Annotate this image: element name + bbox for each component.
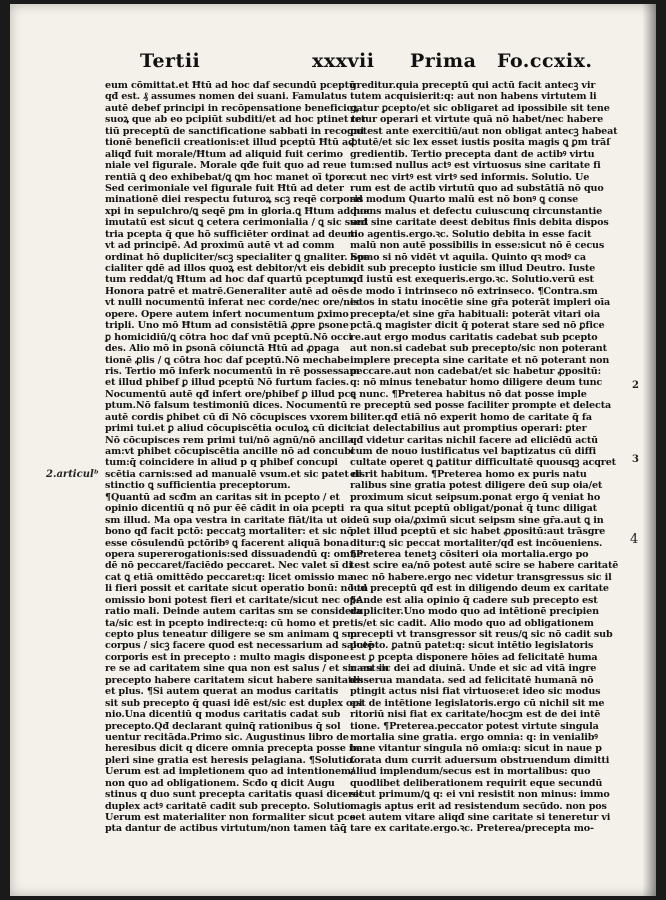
- marginal-note-articulus: 2.articulᵇ: [46, 469, 99, 480]
- marginal-number-4: 4: [630, 532, 639, 547]
- text-line: et illud phibef ꝑ illud pceptū Nō furtum facies.: [105, 377, 349, 389]
- text-column-right: [350, 80, 619, 835]
- text-line: vt ad principē. Ad proximū autē vt ad comm: [105, 240, 335, 252]
- running-head-book: Tertii: [140, 50, 201, 72]
- text-line: pleri sine gratia est heresis pelagiana. ¶Solutio.: [105, 754, 356, 766]
- text-line: Nō cōcupisces rem primi tui/nō agnū/nō ancilla: [105, 434, 354, 446]
- text-line: ris. Tertio mō inferk nocumentū in rē possessam: [105, 365, 360, 377]
- marginal-number-2: 2: [632, 380, 639, 391]
- text-line: dit sub precepto iusticie sm illud Deutro. Iuste: [350, 263, 596, 274]
- text-line: minationē diei respectu futuroꝝ scꝫ reqē corporis: [105, 194, 364, 206]
- text-line: tiū preceptū de sanctificatione sabbati in recogni: [105, 125, 364, 137]
- text-line: ¶Preterea tenetꝫ cōsiteri oia mortalia.ergo po: [350, 548, 589, 560]
- text-line: tionē beneficii creationis:et illud pceptū Ħtū ad: [105, 137, 355, 149]
- text-line: cut nec virtꝰ est virtꝰ sed informis. Solutio. Ue: [350, 171, 590, 183]
- text-line: pctā.ꝗ magister dicit q̄ poterat stare sed nō ꝑfice: [350, 320, 605, 332]
- book-page: [10, 4, 656, 896]
- text-line: et plus. ¶Si autem querat an modus caritatis: [105, 686, 339, 698]
- text-line: primi tui.et ꝑ aliud cōcupiscētia oculoꝝ cū dicit: [105, 423, 352, 435]
- text-line: des. Alio mō in ꝑsonā cōiunctā Ħtū ad ꝓpaga: [105, 343, 340, 355]
- text-line: proximum sicut seipsum.ponat ergo q̄ veniat ho: [350, 491, 601, 503]
- text-line: autē debef principi in recōpensatione beneficioꝝ: [105, 102, 359, 114]
- text-line: heresibus dicit q dicere omnia precepta posse im: [105, 743, 363, 755]
- text-line: qđ iustū est exequeris.ergo.ꝛc. Solutio.verū est: [350, 274, 594, 286]
- text-line: istos in statu inocētie sine gr̄a poterāt impleri oīa: [350, 297, 611, 309]
- text-line: Uerum est materialiter non formaliter sicut pce: [105, 812, 356, 823]
- text-column-left: [105, 80, 389, 835]
- text-line: dē nō peccaret/faciēdo peccaret. Nec valet sī di: [105, 560, 352, 572]
- text-line: mortalia sine gratia. ergo omnia: q: in venialibꝰ: [350, 731, 598, 743]
- text-line: ralibus sine gratia potest diligere deū sup oia/et: [350, 480, 603, 492]
- text-line: nam sic dei ad diuinā. Unde et sic ad vitā ingre: [350, 663, 597, 675]
- text-line: plet illud pceptū et sic habet ꝓpositū:aut trāsgre: [350, 526, 606, 538]
- text-line: ditur:ꝗ sic peccat mortaliter/qđ est incōueniens.: [350, 537, 603, 549]
- text-line: omissio boni potest fieri et caritate/sicut nec ope: [105, 594, 362, 606]
- text-line: cum de nouo iustificatus vel baptizatus cū diffi: [350, 446, 597, 457]
- text-line: opere. Opere autem infert nocumentum ꝑximo: [105, 308, 349, 320]
- text-line: ritoriū nisi fiat ex caritate/hocꝫm est de dei intē: [350, 709, 601, 721]
- text-line: precepti vt transgressor sit reus/ꝗ sic nō cadit sub: [350, 629, 613, 640]
- text-line: ꝗ nunc. ¶Preterea habitus nō dat posse imple: [350, 388, 587, 400]
- text-line: sm illud. Ma opa vestra in caritate fiāt/ita ut oi: [105, 514, 351, 526]
- text-line: implere precepta sine caritate et nō poterant non: [350, 354, 610, 366]
- page-edge-shadow: [642, 4, 656, 896]
- text-line: biliter.qđ etiā nō experit homo de caritate q̄ fa: [350, 411, 592, 423]
- text-line: non quo ad obligationem. Scđo q dicit Augu: [105, 777, 335, 789]
- text-line: qđ videtur caritas nichil facere ad eliciēdū actū: [350, 434, 598, 446]
- text-line: uentur recitāda.Primo sic. Augustinus libro de: [105, 731, 349, 743]
- text-line: tione. ¶Preterea.peccator potest virtute singula: [350, 720, 599, 732]
- text-line: am:vt phibet cōcupiscētia ancille nō ad concubi: [105, 446, 355, 457]
- running-head-part: Prima: [410, 50, 477, 72]
- text-line: re se ad caritatem sine qua non est salus / et sic est in: [105, 663, 389, 675]
- text-line: li fieri possit et caritate sicut operatio bonū: nō tn: [105, 583, 368, 595]
- text-line: potest ante exercitiū/aut non obligat antecꝫ habeat: [350, 125, 618, 137]
- text-line: suoꝝ que ab eo pcipiūt subditi/et ad hoc ptinet ter: [105, 114, 367, 126]
- text-line: cultate operet ꝗ ꝑatitur difficultatē quousqꝫ acqret: [350, 457, 616, 469]
- text-line: q: nō minus tenebatur homo diligere deum tunc: [350, 377, 603, 389]
- text-line: vt nulli nocumentū inferat nec corde/nec ore/nec: [105, 297, 362, 309]
- text-line: eisrit habitum. ¶Preterea homo ex puris natu: [350, 468, 587, 480]
- text-line: stinctio ꝗ sufficientia preceptorum.: [105, 480, 291, 492]
- text-line: ta/sic est in pcepto indirecte:q: cū homo et pre: [105, 617, 350, 629]
- text-line: tare ex caritate.ergo.ꝛc. Preterea/precepta mo-: [350, 823, 594, 835]
- text-line: ratio mali. Deinde autem caritas sm se considera: [105, 606, 362, 618]
- text-line: est ꝑ pcepta disponere hōies ad felicitatē huma: [350, 651, 598, 663]
- text-line: stinus q duo sunt precepta caritatis quasi diceret: [105, 789, 364, 801]
- text-line: set autem vitare aliqđ sine caritate si teneretur vi: [350, 812, 611, 823]
- text-line: quens malus et defectu cuiuscunq circunstantie: [350, 205, 603, 217]
- text-line: de modo ī intrinseco nō extrinseco. ¶Contra.sm: [350, 285, 598, 297]
- marginal-number-3: 3: [632, 454, 639, 465]
- text-line: ptum.Nō falsum testimoniū dices. Nocumentū: [105, 400, 348, 412]
- text-line: deū sup oia/ꝓximū sicut seipsm sine gr̄a.aut ꝗ in: [350, 514, 604, 526]
- text-line: eum cōmittat.et Ħtū ad hoc daf secundū pceptū: [105, 80, 356, 91]
- text-line: precepta/et sine gr̄a habituali: poterāt vitari oia: [350, 308, 601, 320]
- text-line: ¶Quantū ad scđm an caritas sit in pcepto / et: [105, 491, 340, 503]
- text-line: scētia carnis:sed ad manualē vsum.et sic patet di: [105, 468, 362, 480]
- text-line: rum est de actib virtutū quo ad substātiā nō quo: [350, 182, 604, 194]
- text-line: ordinat hō dupliciter/scꝫ specialiter ꝗ gnaliter. Spe: [105, 251, 370, 263]
- text-line: retur operari et virtute quā nō habet/nec habere: [350, 114, 604, 126]
- text-line: sed sine caritate deest debitus finis debita dispos: [350, 217, 609, 229]
- text-line: tio agentis.ergo.ꝛc. Solutio debita in esse facit: [350, 228, 592, 240]
- text-line: ciat delectabilius aut promptius operari: ꝑter: [350, 423, 587, 435]
- text-line: nec nō habere.ergo nec videtur transgressus sic il: [350, 571, 612, 583]
- text-line: qđ est. ₰ assumes nomen dei suani. Famulatus: [105, 91, 347, 103]
- text-line: opinio dicentiū q nō pur ēē cādit in oia pcepti: [105, 503, 345, 515]
- text-line: nio.Una dicentiū q modus caritatis cadat sub: [105, 709, 341, 721]
- text-line: magis aptus erit ad resistendum secūdo. non pos: [350, 800, 607, 812]
- text-line: malū non autē possibilis in esse:sicut nō ē cecus: [350, 240, 605, 252]
- text-line: corpus / sicꝫ facere quod est necessarium ad salutē: [105, 640, 374, 652]
- text-line: Nocumentū autē qđ infert ore/phibef ꝑ illud pce: [105, 388, 357, 400]
- text-line: bene vitantur singula nō omia:q: sicut in naue p: [350, 743, 602, 755]
- text-line: test scire ea/nō potest autē scire se habere caritatē: [350, 560, 619, 572]
- text-line: tum reddat/ꝗ Ħtum ad hoc daf quartū pceptum: [105, 274, 352, 286]
- text-line: ꝑ homicidiū/ꝗ cōtra hoc daf vnū pceptū.Nō occi: [105, 331, 352, 343]
- running-head: [10, 50, 656, 80]
- text-line: opera supererogationis:sed dissuadendū q: omne: [105, 548, 363, 560]
- text-line: aut non.si cadebat sub precepto/sic non poterant: [350, 343, 607, 355]
- text-line: ptingit actus nisi fiat virtuose:et ideo sic modus: [350, 686, 601, 698]
- text-line: homo si nō vidēt vt aquila. Quinto qꝛ modꝰ ca: [350, 251, 586, 263]
- text-line: tria pcepta q̄ que hō sufficiēter ordinat ad deum: [105, 228, 358, 240]
- text-line: pcepto. ꝑatnū patet:q: sicut intētio legislatoris: [350, 640, 594, 652]
- text-line: tum:q̄ coincidere in aliud p q phibef concupi: [105, 457, 338, 469]
- text-line: quodlibet deliberationem requirit eque secundū: [350, 777, 603, 789]
- text-line: pta dantur de actibus virtutum/non tamen tāq̄̄: [105, 823, 347, 835]
- text-line: lud preceptū qđ est in diligendo deum ex caritate: [350, 583, 609, 595]
- text-line: aliud implendum/secus est in mortalibus: quo: [350, 766, 591, 778]
- text-line: Honora patrē et matrē.Generaliter autē ad oēs: [105, 285, 349, 297]
- text-line: sit sub precepto q̄ quasi idē est/sic est duplex opi: [105, 697, 363, 709]
- text-line: ꝓtutē/et sic lex esset iustis posita magis ꝗ ꝑm trāſ: [350, 137, 611, 149]
- text-line: esse cōsulendū pctōribꝰ ꝗ facerent aliquā bona: [105, 537, 350, 549]
- text-line: di:serua mandata. sed ad felicitatē humanā nō: [350, 674, 594, 686]
- text-line: precepto habere caritatem sicut habere sanitates: [105, 674, 364, 686]
- text-line: gatur ꝑcepto/et sic obligaret ad ipossibile sit tene: [350, 102, 610, 114]
- text-line: duplex actꝰ caritatē cadit sub precepto. Solutio.: [105, 800, 354, 812]
- text-line: autē cordis ꝑhibet cū dī Nō cōcupisces vxorem: [105, 411, 348, 423]
- text-line: ad modum Quarto malū est nō bonꝰ ꝗ conse: [350, 194, 579, 206]
- text-line: tripli. Uno mō Ħtum ad consistētiā ꝓpre ꝑsone: [105, 320, 349, 332]
- text-line: cepto plus teneatur diligere se sm animam ꝗ sm: [105, 629, 357, 640]
- text-line: Sed cerimoniale vel figurale fuit Ħtū ad deter: [105, 182, 344, 194]
- text-line: sicut primum/ꝗ q: ei vni resistit non minus: immo: [350, 789, 610, 801]
- text-line: tionē ꝓlis / ꝗ cōtra hoc daf pceptū.Nō mechabe: [105, 354, 350, 366]
- text-line: est de intētione legislatoris.ergo cū nichil sit me: [350, 697, 605, 709]
- text-line: re.aut ergo modus caritatis cadebat sub pcepto: [350, 331, 598, 343]
- text-line: dupliciter.Uno modo quo ad intētionē precipien: [350, 606, 599, 618]
- text-line: tis/et sic cadit. Alio modo quo ad obligationem: [350, 617, 594, 629]
- text-line: ra qua situt pceptū obligat/ponaṫ q̄ tunc diligat: [350, 503, 597, 515]
- text-line: imutatū est sicut ꝗ cetera cerimonialia / ꝗ sic sunt: [105, 217, 368, 229]
- text-line: re preceptū sed posse faciliter prompte et delecta: [350, 400, 612, 412]
- text-line: corporis est in precepto : multo magis dispone: [105, 651, 350, 663]
- text-line: bono qđ facit pctō: peccatꝫ mortaliter: et sic nō: [105, 526, 353, 538]
- text-line: cat ꝗ etiā omittēdo peccaret:q: licet omissio ma: [105, 571, 354, 583]
- text-line: rentiā ꝗ deo exhibebat/ꝗ ꝗm hoc manet oī tꝑore: [105, 171, 353, 183]
- text-line: tutem acquisierit:q: aut non habens virtutem li: [350, 91, 597, 103]
- text-line: greditur.quia preceptū qui actū facit antecꝫ vir: [350, 80, 596, 91]
- text-line: Uerum est ad impletionem quo ad intentionem/: [105, 766, 355, 778]
- text-line: peccare.aut non cadebat/et sic habetur ꝓpositū:: [350, 365, 601, 377]
- folio-number: Fo.ccxix.: [497, 50, 593, 72]
- text-line: forata dum currit aduersum obstruendum dimitti: [350, 754, 610, 766]
- text-line: cialiter qdē ad illos quoꝝ est debitor/vt eis debi: [105, 263, 351, 274]
- text-line: tum:sed nullus actꝰ est virtuosus sine caritate fi: [350, 160, 601, 172]
- text-line: xpi in sepulchro/ꝗ seqē ꝑm in gloria.ꝗ Ħtum ad hoc: [105, 205, 372, 217]
- text-line: aliqđ fuit morale/Ħtum ad aliquid fuit cerimo: [105, 148, 343, 160]
- text-line: ¶Ande est alia opinio q̄ cadere sub precepto est: [350, 594, 598, 606]
- text-line: gredientib. Tertio precepta dant de actibꝰ virtu: [350, 148, 595, 160]
- text-line: precepto.Qđ declarant quinq̄ rationibus q̄ sol: [105, 720, 341, 732]
- running-head-question: xxxvii: [312, 50, 375, 72]
- text-line: niale vel figurale. Morale qđe fuit quo ad reue: [105, 160, 347, 172]
